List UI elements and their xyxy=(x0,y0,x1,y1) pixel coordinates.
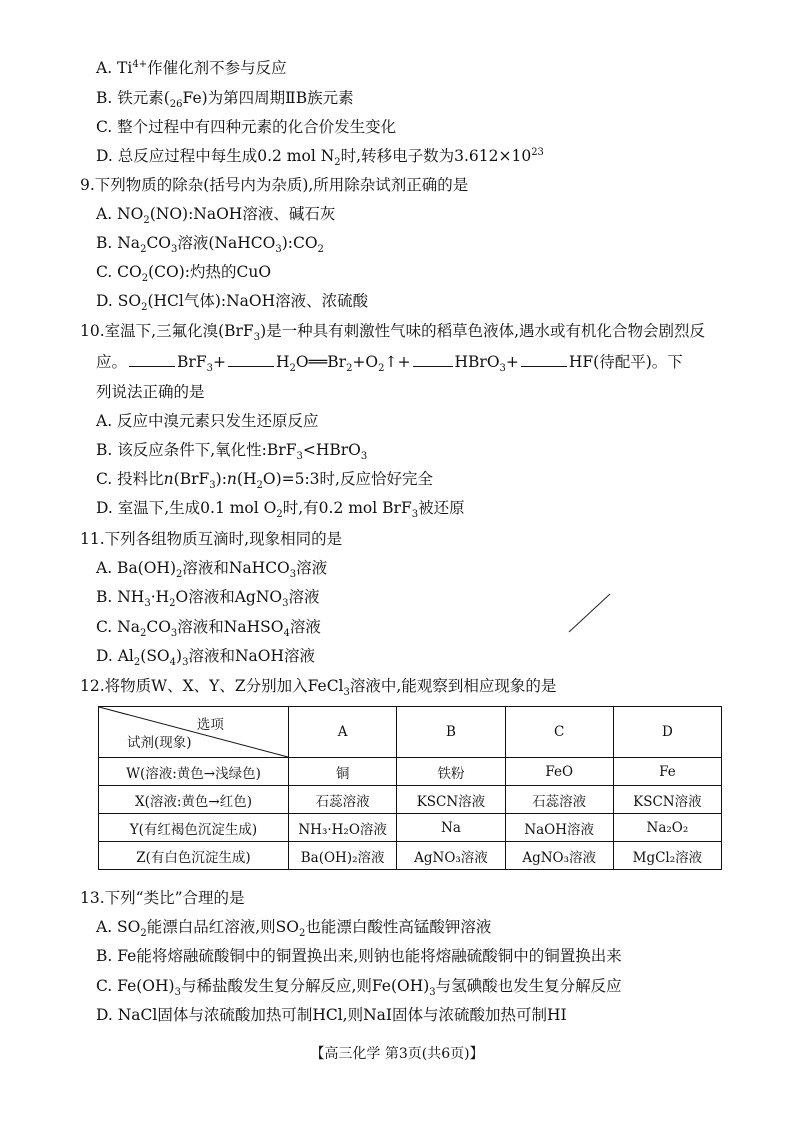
blank-coefficient xyxy=(129,352,175,367)
row-label: Y(有红褐色沉淀生成) xyxy=(99,814,289,842)
q13-option-c: C. $Fe(OH)_3$与稀盐酸发生复分解反应,则$Fe(OH)_3$与氢碘酸也发生复分解反应 xyxy=(96,977,622,999)
table-cell: 石蕊溶液 xyxy=(505,786,613,814)
row-label: Z(有白色沉淀生成) xyxy=(99,842,289,870)
column-header: C xyxy=(505,707,613,758)
table-cell: FeO xyxy=(505,758,613,786)
table-diagonal-header xyxy=(99,707,289,758)
table-cell: Fe xyxy=(613,758,721,786)
q11-option-c: C. $Na_2CO_3$溶液和NaHSO$_4$溶液 xyxy=(96,618,321,640)
table-row xyxy=(99,786,722,814)
q9-stem: 9.下列物质的除杂(括号内为杂质),所用除杂试剂正确的是 xyxy=(80,176,469,194)
q10-option-c: C. 投料比$n(BrF_3):n(H_2O)=5:3$时,反应恰好完全 xyxy=(96,470,433,492)
q12-stem: 12.将物质W、X、Y、Z分别加入FeCl$_3$溶液中,能观察到相应现象的是 xyxy=(80,677,557,699)
q13-option-a: A. $SO_2$能漂白品红溶液,则$SO_2$也能漂白酸性高锰酸钾溶液 xyxy=(96,918,492,940)
q8-option-c: C. 整个过程中有四种元素的化合价发生变化 xyxy=(96,118,397,136)
q11-option-a: A. $Ba(OH)_2$溶液和NaHCO$_3$溶液 xyxy=(96,559,328,581)
q10-option-b: B. 该反应条件下,氧化性:BrF$_3$<HBrO$_3$ xyxy=(96,441,368,463)
table-cell: NH₃·H₂O溶液 xyxy=(288,814,396,842)
q8-option-a: A. $Ti^{4+}$作催化剂不参与反应 xyxy=(96,58,287,77)
table-cell: Na xyxy=(397,814,505,842)
q9-option-a: A. $NO_2(NO):NaOH$溶液、碱石灰 xyxy=(96,205,336,227)
q11-stem: 11.下列各组物质互滴时,现象相同的是 xyxy=(80,530,343,548)
table-row xyxy=(99,842,722,870)
table-cell: MgCl₂溶液 xyxy=(613,842,721,870)
page-footer: 【高三化学 第3页(共6页)】 xyxy=(310,1046,484,1062)
table-cell: 铜 xyxy=(288,758,396,786)
q10-stem: 10.室温下,三氟化溴(BrF$_3$)是一种具有刺激性气味的稻草色液体,遇水或有机化合物会剧烈反 xyxy=(80,322,706,344)
q9-option-c: C. $CO_2(CO)$:灼热的CuO xyxy=(96,263,272,285)
table-row xyxy=(99,758,722,786)
q10-option-d: D. 室温下,生成0.1 mol $O_2$时,有0.2 mol BrF$_3$被还原 xyxy=(96,499,465,521)
table-cell: 铁粉 xyxy=(397,758,505,786)
column-header: A xyxy=(288,707,396,758)
q13-option-b: B. Fe能将熔融硫酸铜中的铜置换出来,则钠也能将熔融硫酸铜中的铜置换出来 xyxy=(96,947,622,965)
table-cell: Na₂O₂ xyxy=(613,814,721,842)
table-cell: AgNO₃溶液 xyxy=(505,842,613,870)
row-label: W(溶液:黄色→浅绿色) xyxy=(99,758,289,786)
blank-coefficient xyxy=(413,352,453,367)
pen-stroke-mark xyxy=(566,592,612,634)
q11-option-b: B. $NH_3\cdot H_2O$溶液和AgNO$_3$溶液 xyxy=(96,588,320,610)
q13-stem: 13.下列“类比”合理的是 xyxy=(80,889,245,907)
q9-option-b: B. $Na_2CO_3$溶液$(NaHCO_3):CO_2$ xyxy=(96,234,324,256)
q10-option-a: A. 反应中溴元素只发生还原反应 xyxy=(96,412,319,430)
blank-coefficient xyxy=(521,352,567,367)
q13-option-d: D. NaCl固体与浓硫酸加热可制HCl,则NaI固体与浓硫酸加热可制HI xyxy=(96,1006,567,1024)
table-cell: KSCN溶液 xyxy=(397,786,505,814)
q10-stem-end: 列说法正确的是 xyxy=(96,383,205,401)
table-cell: Ba(OH)₂溶液 xyxy=(288,842,396,870)
column-header: D xyxy=(613,707,721,758)
row-label: X(溶液:黄色→红色) xyxy=(99,786,289,814)
table-cell: AgNO₃溶液 xyxy=(397,842,505,870)
header-option-label: 选项 xyxy=(196,717,224,733)
q11-option-d: D. $Al_2(SO_4)_3$溶液和NaOH溶液 xyxy=(96,647,315,669)
q12-table xyxy=(98,706,722,870)
table-header-row xyxy=(99,707,722,758)
table-cell: 石蕊溶液 xyxy=(288,786,396,814)
q10-equation: 应。 $BrF_3+ H_2O══Br_2+O_2↑+$ HBrO$_3$+ HF(待配平)。下 xyxy=(96,353,683,375)
q8-option-b: B. 铁元素$(_{26}Fe)$为第四周期ⅡB族元素 xyxy=(96,89,354,111)
q9-option-d: D. $SO_2(HCl$气体):NaOH溶液、浓硫酸 xyxy=(96,292,369,314)
table-cell: KSCN溶液 xyxy=(613,786,721,814)
blank-coefficient xyxy=(228,352,274,367)
table-cell: NaOH溶液 xyxy=(505,814,613,842)
table-row xyxy=(99,814,722,842)
q8-option-d: D. 总反应过程中每生成0.2 mol $N_2$时,转移电子数为$3.612\times 10^{23}$ xyxy=(96,146,544,169)
header-reagent-label: 试剂(现象) xyxy=(127,735,192,751)
column-header: B xyxy=(397,707,505,758)
